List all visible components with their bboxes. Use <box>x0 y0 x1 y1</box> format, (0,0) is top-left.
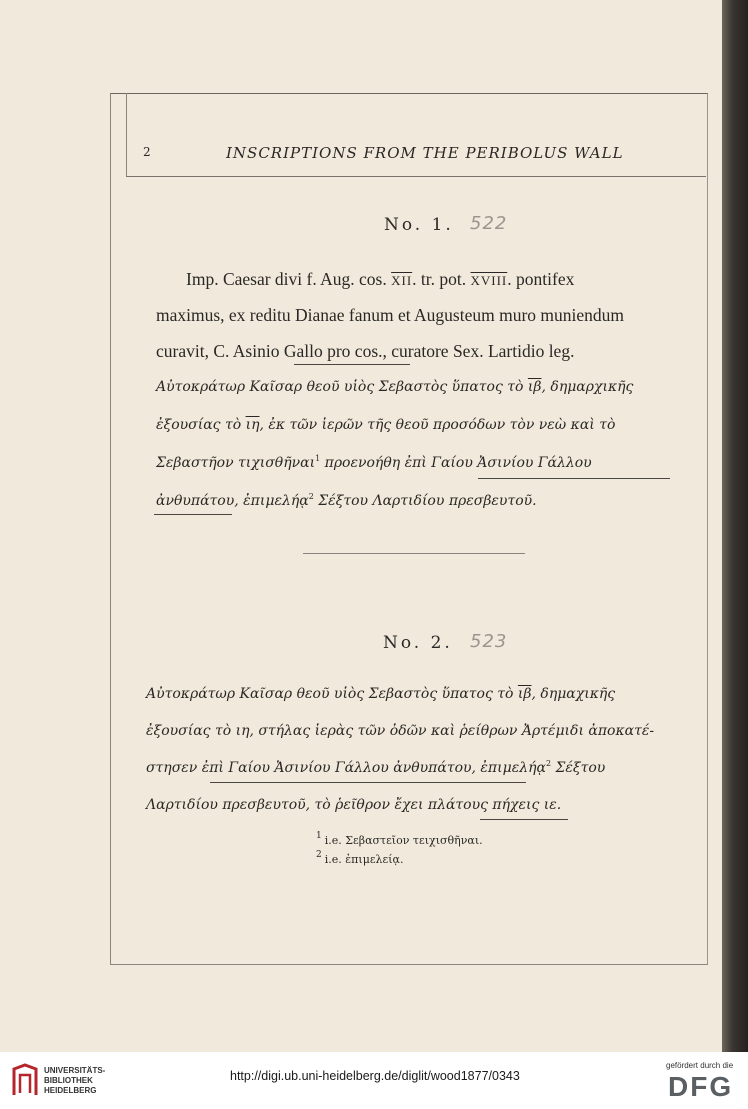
latin-line-3: curavit, C. Asinio Gallo pro cos., curatore Sex. Lartidio leg. <box>156 341 575 361</box>
library-name-line: HEIDELBERG <box>44 1086 97 1095</box>
inscription-1-heading: No. 1. <box>384 215 454 235</box>
library-name-line: BIBLIOTHEK <box>44 1076 93 1085</box>
pencil-underline <box>294 364 410 365</box>
pencil-note-1: 522 <box>470 213 508 234</box>
footnote-1 <box>316 831 483 847</box>
greek-1-line-1 <box>156 379 633 395</box>
latin-line-2: maximus, ex reditu Dianae fanum et Augusteum muro muniendum <box>156 305 625 325</box>
greek-text: , δημαχικῆς <box>531 686 616 702</box>
page-number: 2 <box>143 145 151 159</box>
greek-text: Αὐτοκράτωρ Καῖσαρ θεοῦ υἱὸς Σεβαστὸς ὕπατος τὸ <box>146 686 518 702</box>
inscription-2-heading: No. 2. <box>383 633 453 653</box>
greek-text: στησεν ἐπὶ Γαίου Ἀσινίου Γάλλου ἀνθυπάτου, ἐπιμελήᾳ <box>146 760 546 776</box>
running-head: INSCRIPTIONS FROM THE PERIBOLUS WALL <box>226 144 624 162</box>
greek-text: ἀνθυπάτου, ἐπιμελήᾳ <box>156 493 309 509</box>
footnote-mark-1: 1 <box>315 454 321 463</box>
numeral: $\overline{\iota\beta}$ <box>517 686 532 702</box>
greek-1-line-2 <box>156 417 615 433</box>
greek-text: Σέξτου Λαρτιδίου πρεσβευτοῦ. <box>313 493 537 509</box>
numeral-18: XVIII <box>470 273 508 288</box>
pencil-underline <box>154 514 232 515</box>
header-rule <box>126 176 706 177</box>
greek-2-line-1 <box>146 686 615 702</box>
latin-text: . tr. pot. <box>412 269 471 289</box>
greek-2-line-4: Λαρτιδίου πρεσβευτοῦ, τὸ ῥεῖθρον ἔχει πλάτους πήχεις ιε. <box>146 797 562 813</box>
greek-2-line-3 <box>146 760 605 776</box>
numeral: $\overline{\iota\beta}$ <box>527 379 542 395</box>
greek-1-line-3 <box>156 455 592 471</box>
dfg-logo: DFG <box>668 1071 734 1102</box>
header-frame-line <box>126 93 127 176</box>
latin-text: Imp. Caesar divi f. Aug. cos. <box>186 269 392 289</box>
pencil-underline <box>480 819 568 820</box>
funded-by-label: gefördert durch die <box>666 1061 734 1070</box>
page-edge <box>722 0 748 1052</box>
separator-rule <box>303 553 525 554</box>
footnote-text: i.e. ἐπιμελείᾳ. <box>324 853 404 866</box>
footnote-text: i.e. Σεβαστεῖον τειχισθῆναι. <box>324 834 483 847</box>
university-library-logo-icon <box>10 1063 40 1099</box>
footnote-2 <box>316 850 404 866</box>
greek-text: Σεβαστῆον τιχισθῆναι <box>156 455 316 471</box>
footnote-number: 2 <box>316 850 322 860</box>
greek-1-line-4 <box>156 493 537 509</box>
greek-text: προενοήθη ἐπὶ Γαίου Ἀσινίου Γάλλου <box>320 455 592 471</box>
library-name-line: UNIVERSITÄTS- <box>44 1066 106 1075</box>
footnote-number: 1 <box>316 831 322 841</box>
footnote-mark-2: 2 <box>545 759 552 768</box>
source-url-link[interactable]: http://digi.ub.uni-heidelberg.de/diglit/wood1877/0343 <box>230 1069 520 1083</box>
pencil-underline <box>210 782 526 783</box>
greek-text: Σέξτου <box>551 760 606 776</box>
greek-text: , ἐκ τῶν ἱερῶν τῆς θεοῦ προσόδων τὸν νεὼ καὶ τὸ <box>259 417 616 433</box>
greek-2-line-2: ἐξουσίας τὸ ιη, στήλας ἱερὰς τῶν ὁδῶν καὶ ῥείθρων Ἀρτέμιδι ἀποκατέ- <box>146 723 655 739</box>
library-name <box>44 1066 105 1096</box>
greek-text: Αὐτοκράτωρ Καῖσαρ θεοῦ υἱὸς Σεβαστὸς ὕπατος τὸ <box>156 379 528 395</box>
greek-text: , δημαρχικῆς <box>541 379 634 395</box>
latin-text: . pontifex <box>507 269 575 289</box>
numeral: $\overline{\iota\eta}$ <box>245 417 260 433</box>
footnote-mark-2: 2 <box>308 492 314 501</box>
numeral-12: $\overline{XII}$ <box>391 273 413 288</box>
pencil-underline <box>478 478 670 479</box>
greek-text: ἐξουσίας τὸ <box>156 417 246 433</box>
latin-line-1 <box>186 269 574 290</box>
pencil-note-2: 523 <box>470 631 508 652</box>
